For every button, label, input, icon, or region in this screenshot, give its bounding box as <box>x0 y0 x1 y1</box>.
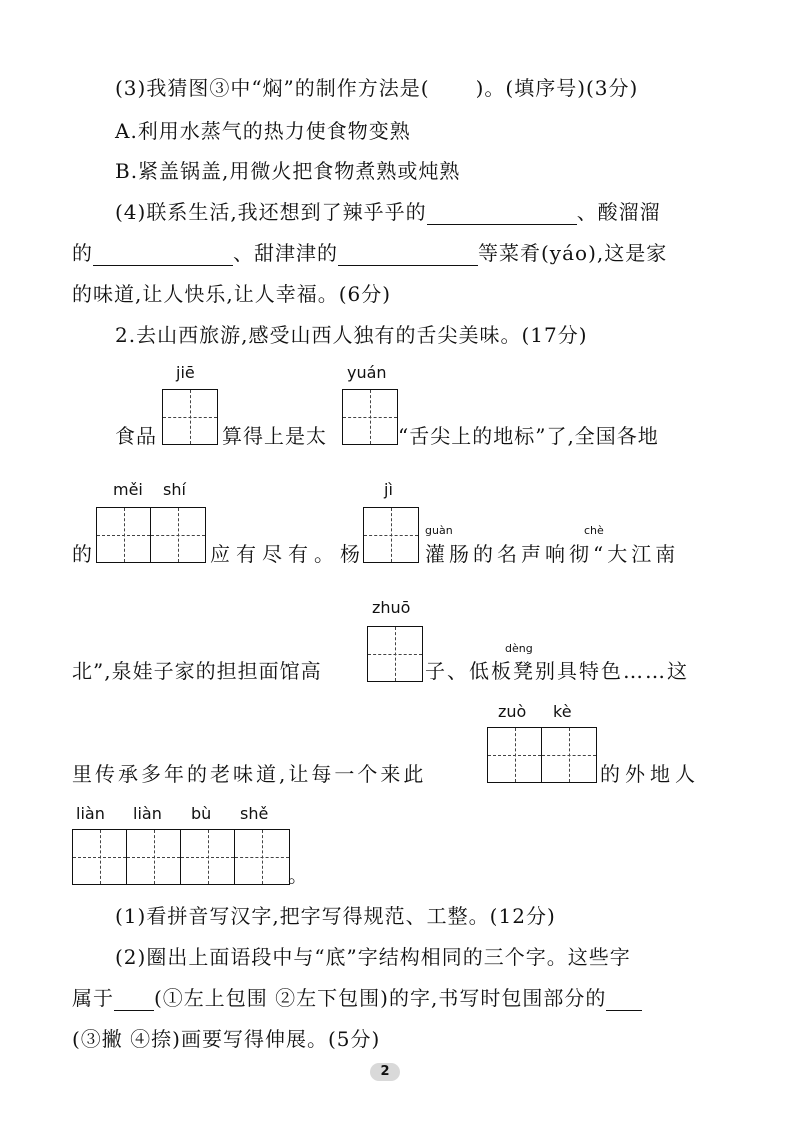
q3-text-a: (3)我猜图③中“焖”的制作方法是( <box>115 76 430 100</box>
sub2-blank-2[interactable] <box>606 990 642 1011</box>
pinyin-shi: shí <box>163 480 186 499</box>
sub-question-2-line-3: (③撇 ④捺)画要写得伸展。(5分) <box>72 1027 381 1051</box>
page-number: 2 <box>370 1063 400 1081</box>
passage-l1-c: “舌尖上的地标”了,全国各地 <box>398 424 659 448</box>
sub-question-2-line-1: (2)圈出上面语段中与“底”字结构相同的三个字。这些字 <box>115 945 631 969</box>
q3-option-b: B.紧盖锅盖,用微火把食物煮熟或炖熟 <box>115 159 461 183</box>
ruby-deng: dèng <box>505 642 533 655</box>
q4-line-2 <box>72 240 667 266</box>
pinyin-yuan: yuán <box>347 363 387 382</box>
writing-grid-jie[interactable] <box>162 389 218 445</box>
pinyin-jie: jiē <box>176 363 195 382</box>
writing-grid-zhuo[interactable] <box>367 626 423 682</box>
q4-line2-text-a: 的 <box>72 241 93 265</box>
ruby-che: chè <box>584 524 604 537</box>
pinyin-bu: bù <box>191 804 212 823</box>
writing-grid-meishi[interactable] <box>96 507 206 563</box>
passage-l3-b: 子、低板凳别具特色……这 <box>425 659 689 683</box>
q4-line-1 <box>115 199 661 225</box>
section2-title: 2.去山西旅游,感受山西人独有的舌尖美味。(17分) <box>115 323 588 347</box>
passage-l3-a: 北”,泉娃子家的担担面馆高 <box>72 659 322 683</box>
passage-l4-a: 里传承多年的老味道,让每一个来此 <box>72 762 427 786</box>
writing-grid-lianlianbushe[interactable] <box>72 829 290 885</box>
q4-blank-1[interactable] <box>427 204 577 225</box>
passage-l2-a: 的 <box>72 542 93 566</box>
passage-l1-b: 算得上是太 <box>222 424 327 448</box>
sub-question-1: (1)看拼音写汉字,把字写得规范、工整。(12分) <box>115 904 556 928</box>
pinyin-lian-1: liàn <box>76 804 105 823</box>
q4-line-3: 的味道,让人快乐,让人幸福。(6分) <box>72 282 392 306</box>
q4-line2-text-b: 、甜津津的 <box>233 241 338 265</box>
passage-l2-c: 灌肠的名声响彻“大江南 <box>425 542 680 566</box>
ruby-guan: guàn <box>425 524 453 537</box>
writing-grid-zuoke[interactable] <box>487 727 597 783</box>
writing-grid-yuan[interactable] <box>342 389 398 445</box>
q4-blank-2[interactable] <box>93 245 233 266</box>
passage-l5-end: 。 <box>288 863 309 887</box>
pinyin-she: shě <box>240 804 269 823</box>
q3-question <box>115 75 638 101</box>
sub2-blank-1[interactable] <box>114 990 154 1011</box>
q3-option-a: A.利用水蒸气的热力使食物变熟 <box>115 119 411 143</box>
passage-l1-a: 食品 <box>115 424 157 448</box>
pinyin-ke: kè <box>553 702 572 721</box>
pinyin-zuo: zuò <box>498 702 527 721</box>
q4-line1-text-a: (4)联系生活,我还想到了辣乎乎的 <box>115 200 427 224</box>
pinyin-mei: měi <box>113 480 143 499</box>
q4-line1-text-b: 、酸溜溜 <box>576 200 661 224</box>
q3-text-b: )。(填序号)(3分) <box>475 76 639 100</box>
sub-question-2-line-2 <box>72 985 642 1011</box>
pinyin-ji: jì <box>384 480 393 499</box>
passage-l2-b: 应有尽有。杨 <box>210 542 366 566</box>
pinyin-zhuo: zhuō <box>372 598 411 617</box>
writing-grid-ji[interactable] <box>363 507 419 563</box>
q4-line2-text-c: 等菜肴(yáo),这是家 <box>478 241 668 265</box>
sub2-line2-text-a: 属于 <box>72 986 114 1010</box>
sub2-line2-text-b: (①左上包围 ②左下包围)的字,书写时包围部分的 <box>154 986 607 1010</box>
q4-blank-3[interactable] <box>338 245 478 266</box>
pinyin-lian-2: liàn <box>133 804 162 823</box>
passage-l4-b: 的外地人 <box>600 762 700 786</box>
